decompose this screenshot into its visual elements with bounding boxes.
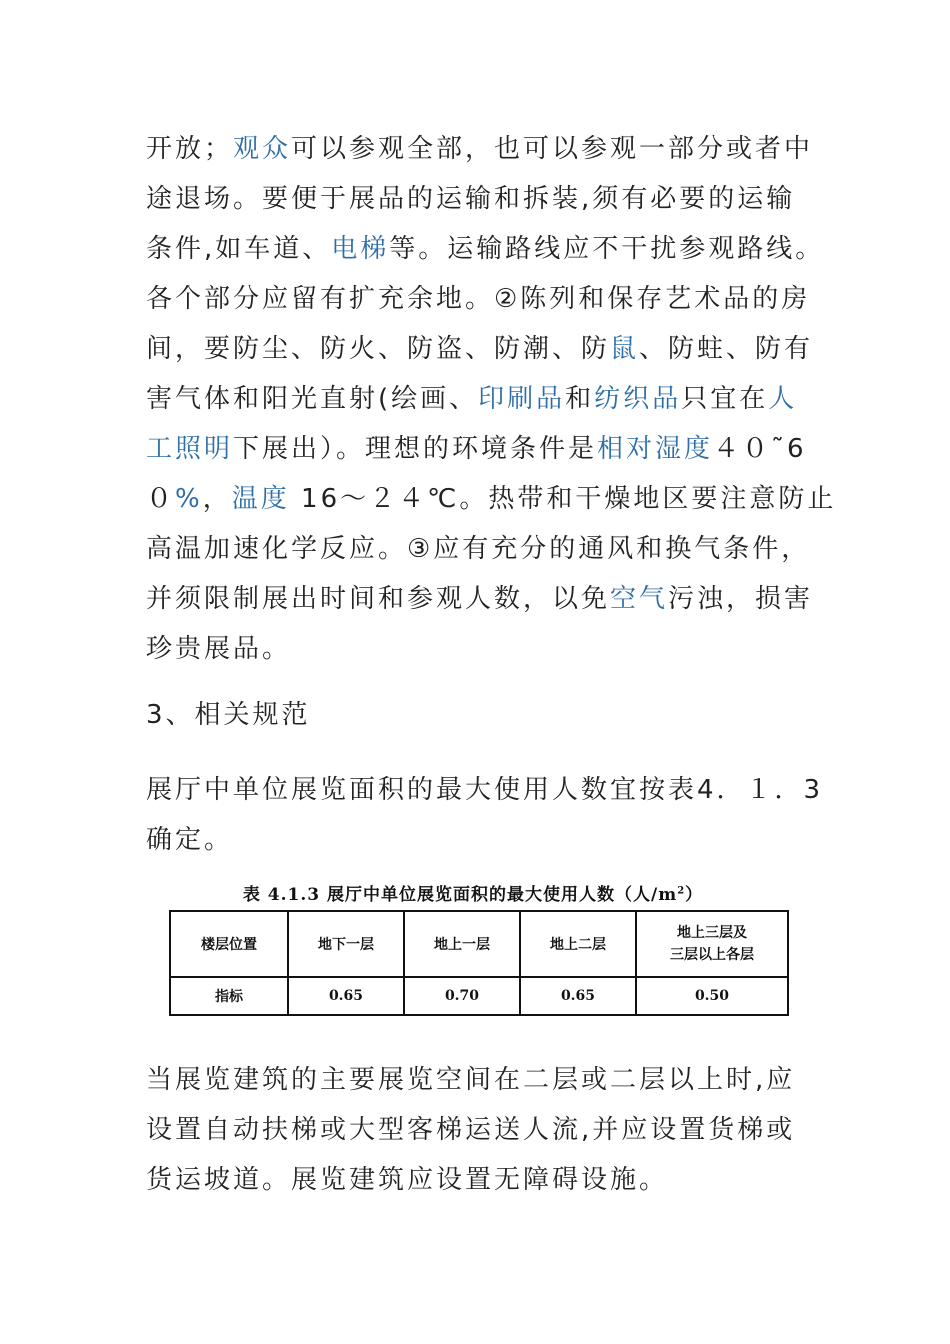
column-header: 地上一层 bbox=[404, 911, 520, 977]
text-run: 下展出）。理想的环境条件是 bbox=[233, 434, 598, 464]
text-line bbox=[146, 124, 814, 174]
paragraph-escalator-requirements bbox=[146, 1055, 811, 1205]
text-run: 可以参观全部，也可以参观一部分或者中 bbox=[291, 134, 814, 164]
text-line bbox=[146, 765, 824, 815]
text-run: 途退场。要便于展品的运输和拆装,须有必要的运输 bbox=[146, 184, 796, 214]
table-cell: 0.70 bbox=[404, 977, 520, 1015]
inline-link[interactable]: 观众 bbox=[233, 134, 292, 164]
text-line bbox=[146, 174, 811, 224]
text-run: ４０˜6 bbox=[713, 434, 807, 464]
text-run: 展厅中单位展览面积的最大使用人数宜按表4．１．3 bbox=[146, 775, 824, 805]
text-run: 高温加速化学反应。③应有充分的通风和换气条件， bbox=[146, 534, 811, 564]
occupancy-table bbox=[169, 910, 789, 1016]
column-header: 地下一层 bbox=[288, 911, 404, 977]
row-header-index: 指标 bbox=[170, 977, 288, 1015]
text-line bbox=[146, 374, 811, 424]
table-cell: 0.65 bbox=[288, 977, 404, 1015]
text-run: 间，要防尘、防火、防盗、防潮、防 bbox=[146, 334, 611, 364]
text-run: ， bbox=[202, 484, 232, 514]
text-line bbox=[146, 224, 825, 274]
row-header-floor: 楼层位置 bbox=[170, 911, 288, 977]
text-line bbox=[146, 1155, 811, 1205]
table-value-row bbox=[170, 977, 788, 1015]
text-run: 16～２４℃。热带和干燥地区要注意防止 bbox=[289, 484, 837, 514]
text-run: ０ bbox=[146, 484, 176, 514]
column-header: 地上二层 bbox=[520, 911, 636, 977]
inline-link[interactable]: 印刷品 bbox=[478, 384, 566, 414]
text-run: 货运坡道。展览建筑应设置无障碍设施。 bbox=[146, 1165, 669, 1195]
text-run: 条件,如车道、 bbox=[146, 234, 332, 264]
text-run: 开放； bbox=[146, 134, 234, 164]
inline-link[interactable]: 空气 bbox=[610, 584, 669, 614]
table-header-row bbox=[170, 911, 788, 977]
text-run: 害气体和阳光直射(绘画、 bbox=[146, 384, 479, 414]
inline-link[interactable]: 温度 bbox=[231, 484, 290, 514]
paragraph-table-intro bbox=[146, 765, 824, 865]
text-run: 污浊，损害 bbox=[668, 584, 814, 614]
inline-link[interactable]: 鼠 bbox=[610, 334, 640, 364]
inline-link[interactable]: 人 bbox=[768, 384, 798, 414]
inline-link[interactable]: 纺织品 bbox=[594, 384, 682, 414]
text-line bbox=[146, 474, 837, 524]
text-run: 确定。 bbox=[146, 825, 234, 855]
table-cell: 0.50 bbox=[636, 977, 788, 1015]
table-figure bbox=[160, 876, 786, 1021]
text-line bbox=[146, 815, 811, 865]
inline-link[interactable]: 工照明 bbox=[146, 434, 234, 464]
text-line bbox=[146, 1105, 811, 1155]
text-run: 、防蛀、防有 bbox=[639, 334, 814, 364]
text-run: 珍贵展品。 bbox=[146, 634, 292, 664]
text-run: 只宜在 bbox=[681, 384, 769, 414]
text-run: 设置自动扶梯或大型客梯运送人流,并应设置货梯或 bbox=[146, 1115, 796, 1145]
text-line bbox=[146, 324, 814, 374]
text-line bbox=[146, 424, 811, 474]
table-title: 表 4.1.3 展厅中单位展览面积的最大使用人数（人$/m^2$） bbox=[242, 885, 704, 905]
table-cell: 0.65 bbox=[520, 977, 636, 1015]
text-line bbox=[146, 574, 814, 624]
section-heading: 3、相关规范 bbox=[146, 700, 311, 730]
text-line bbox=[146, 1055, 811, 1105]
text-line bbox=[146, 274, 811, 324]
text-line bbox=[146, 524, 811, 574]
text-run: 并须限制展出时间和参观人数，以免 bbox=[146, 584, 611, 614]
inline-link[interactable]: 电梯 bbox=[331, 234, 390, 264]
text-run: 等。运输路线应不干扰参观路线。 bbox=[389, 234, 825, 264]
inline-link[interactable]: % bbox=[175, 484, 203, 514]
inline-link[interactable]: 相对湿度 bbox=[597, 434, 714, 464]
text-run: 和 bbox=[565, 384, 595, 414]
text-run: 当展览建筑的主要展览空间在二层或二层以上时,应 bbox=[146, 1065, 796, 1095]
paragraph-exhibition-requirements bbox=[146, 124, 837, 674]
column-header-upper-floors: 地上三层及 三层以上各层 bbox=[636, 911, 788, 977]
text-line bbox=[146, 624, 811, 674]
text-run: 各个部分应留有扩充余地。②陈列和保存艺术品的房 bbox=[146, 284, 811, 314]
